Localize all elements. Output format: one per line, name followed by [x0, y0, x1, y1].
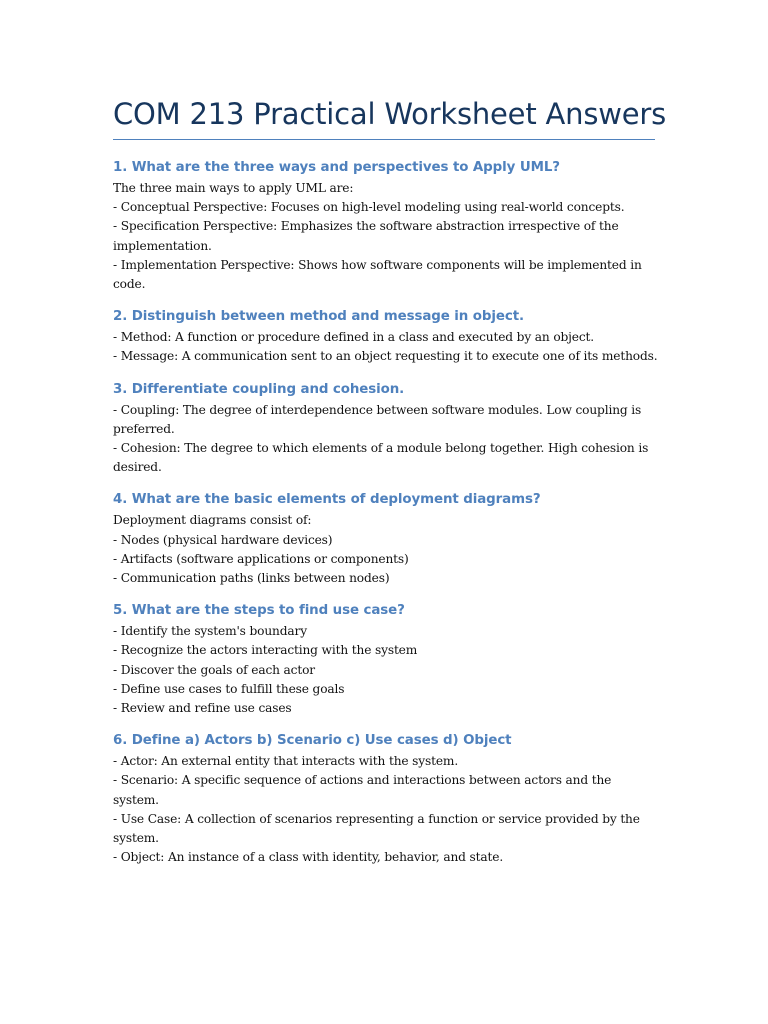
question-section-4	[113, 489, 658, 588]
answer-line: - Actor: An external entity that interacts with the system.	[113, 754, 459, 769]
answer-line: - Communication paths (links between nodes)	[113, 571, 390, 586]
answer-line: - Coupling: The degree of interdependence between software modules. Low coupling is	[113, 402, 642, 417]
answer-line: - Use Case: A collection of scenarios representing a function or service provided by the	[113, 811, 640, 826]
answer-line: - Identify the system's boundary	[113, 624, 307, 639]
answer-line: - Message: A communication sent to an object requesting it to execute one of its methods.	[113, 349, 658, 364]
answer-line: - Specification Perspective: Emphasizes the software abstraction irrespective of the	[113, 219, 619, 234]
answer-line: - Artifacts (software applications or components)	[113, 551, 409, 566]
question-heading-6: 6. Define a) Actors b) Scenario c) Use cases d) Object	[113, 733, 512, 749]
answer-line: desired.	[113, 460, 162, 475]
answer-line: - Object: An instance of a class with identity, behavior, and state.	[113, 850, 504, 865]
answer-line: code.	[113, 277, 146, 292]
answer-line: - Review and refine use cases	[113, 701, 292, 716]
answer-line: system.	[113, 831, 159, 846]
answer-line: Deployment diagrams consist of:	[113, 513, 312, 528]
question-heading-3: 3. Differentiate coupling and cohesion.	[113, 381, 405, 397]
question-section-1	[113, 157, 658, 294]
answer-line: - Conceptual Perspective: Focuses on high-level modeling using real-world concepts.	[113, 200, 625, 215]
answer-line: preferred.	[113, 421, 175, 436]
question-heading-5: 5. What are the steps to find use case?	[113, 603, 405, 619]
question-section-6	[113, 730, 658, 867]
answer-line: - Nodes (physical hardware devices)	[113, 532, 333, 547]
answer-line: - Define use cases to fulfill these goals	[113, 681, 345, 696]
title-underline	[113, 139, 655, 140]
question-section-3	[113, 379, 658, 478]
document-page	[113, 0, 667, 867]
answer-line: - Cohesion: The degree to which elements of a module belong together. High cohesion is	[113, 441, 649, 456]
answer-line: - Recognize the actors interacting with the system	[113, 643, 418, 658]
question-section-5	[113, 600, 658, 718]
answer-line: - Scenario: A specific sequence of actions and interactions between actors and the system.	[113, 773, 612, 807]
document-title: COM 213 Practical Worksheet Answers	[113, 97, 667, 131]
question-section-2	[113, 306, 658, 366]
question-heading-4: 4. What are the basic elements of deployment diagrams?	[113, 492, 541, 508]
question-heading-1: 1. What are the three ways and perspectives to Apply UML?	[113, 160, 560, 175]
answer-line: - Implementation Perspective: Shows how software components will be implemented in	[113, 257, 642, 272]
answer-line: implementation.	[113, 238, 212, 253]
question-heading-2: 2. Distinguish between method and message in object.	[113, 309, 524, 325]
answer-line: The three main ways to apply UML are:	[113, 181, 354, 195]
answer-line: - Discover the goals of each actor	[113, 662, 315, 677]
answer-line: - Method: A function or procedure defined in a class and executed by an object.	[113, 330, 594, 345]
